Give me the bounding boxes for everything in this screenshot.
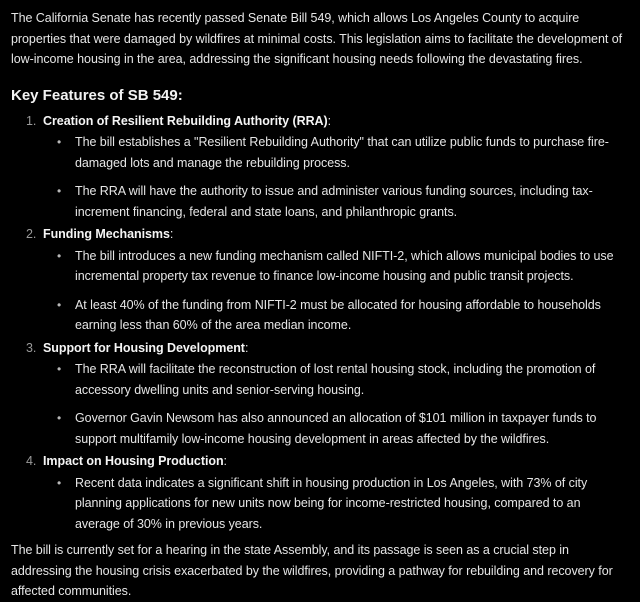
bullet-icon: • <box>57 475 62 490</box>
features-list <box>11 111 632 535</box>
list-item <box>43 473 632 535</box>
feature-colon: : <box>169 227 174 241</box>
section-heading: Key Features of SB 549: <box>11 86 183 104</box>
bullet-icon: • <box>57 411 62 425</box>
bullet-icon: • <box>57 184 62 198</box>
feature-item-impact <box>11 451 632 534</box>
feature-colon: : <box>223 454 227 468</box>
bullet-text: At least 40% of the funding from NIFTI-2 must be allocated for housing affordable to households earning less than 60% of the area median income. <box>75 297 601 332</box>
list-number: 3. <box>26 340 37 355</box>
feature-colon: : <box>327 113 332 128</box>
feature-title: Funding Mechanisms <box>43 227 170 241</box>
bullet-icon: • <box>57 248 62 263</box>
feature-title: Support for Housing Development <box>43 340 245 355</box>
outro-paragraph: The bill is currently set for a hearing in the state Assembly, and its passage is seen as a crucial step in addressing the housing crisis exacerbated by the wildfires, providing a pathway for rebuilding and recovery for affected communities. <box>11 543 613 598</box>
list-item <box>43 181 632 222</box>
bullet-icon: • <box>57 362 62 376</box>
bullet-text: The bill establishes a "Resilient Rebuilding Authority" that can utilize public funds to purchase fire-damaged lots and manage the rebuilding process. <box>75 135 609 170</box>
feature-title: Creation of Resilient Rebuilding Authority (RRA) <box>43 113 328 128</box>
bullet-text: Governor Gavin Newsom has also announced an allocation of $101 million in taxpayer funds to support multifamily low-income housing development in areas affected by the wildfires. <box>75 411 597 446</box>
bullet-icon: • <box>57 297 62 312</box>
bullet-text: The RRA will facilitate the reconstruction of lost rental housing stock, including the promotion of accessory dwelling units and senior-serving housing. <box>75 362 596 397</box>
bullet-text: The bill introduces a new funding mechanism called NIFTI-2, which allows municipal bodies to use incremental property tax revenue to finance low-income housing and public transit projects. <box>75 248 614 283</box>
bullet-text: The RRA will have the authority to issue and administer various funding sources, including tax-increment financing, federal and state loans, and philanthropic grants. <box>75 184 593 219</box>
bullet-icon: • <box>57 135 62 149</box>
feature-colon: : <box>244 340 249 355</box>
bullet-text: Recent data indicates a significant shift in housing production in Los Angeles, with 73% of city planning applications for new units now being for income-restricted housing, compared to an average of 30% in previous years. <box>75 475 588 531</box>
list-item <box>43 132 632 173</box>
list-item <box>43 295 632 336</box>
list-number: 4. <box>26 454 37 468</box>
list-number: 1. <box>26 113 37 128</box>
list-number: 2. <box>26 227 37 241</box>
bullet-list <box>43 132 632 222</box>
feature-item-support <box>11 338 632 450</box>
list-item <box>43 408 632 449</box>
list-item <box>43 359 632 400</box>
feature-title: Impact on Housing Production <box>43 454 224 468</box>
feature-item-rra <box>11 111 632 223</box>
feature-item-funding <box>11 224 632 336</box>
list-item <box>43 246 632 287</box>
intro-paragraph: The California Senate has recently passed Senate Bill 549, which allows Los Angeles County to acquire properties that were damaged by wildfires at minimal costs. This legislation aims to facilitate the development of low-income housing in the area, addressing the significant housing needs following the devastating fires. <box>11 11 623 66</box>
bullet-list <box>43 473 632 535</box>
bullet-list <box>43 246 632 336</box>
bullet-list <box>43 359 632 449</box>
